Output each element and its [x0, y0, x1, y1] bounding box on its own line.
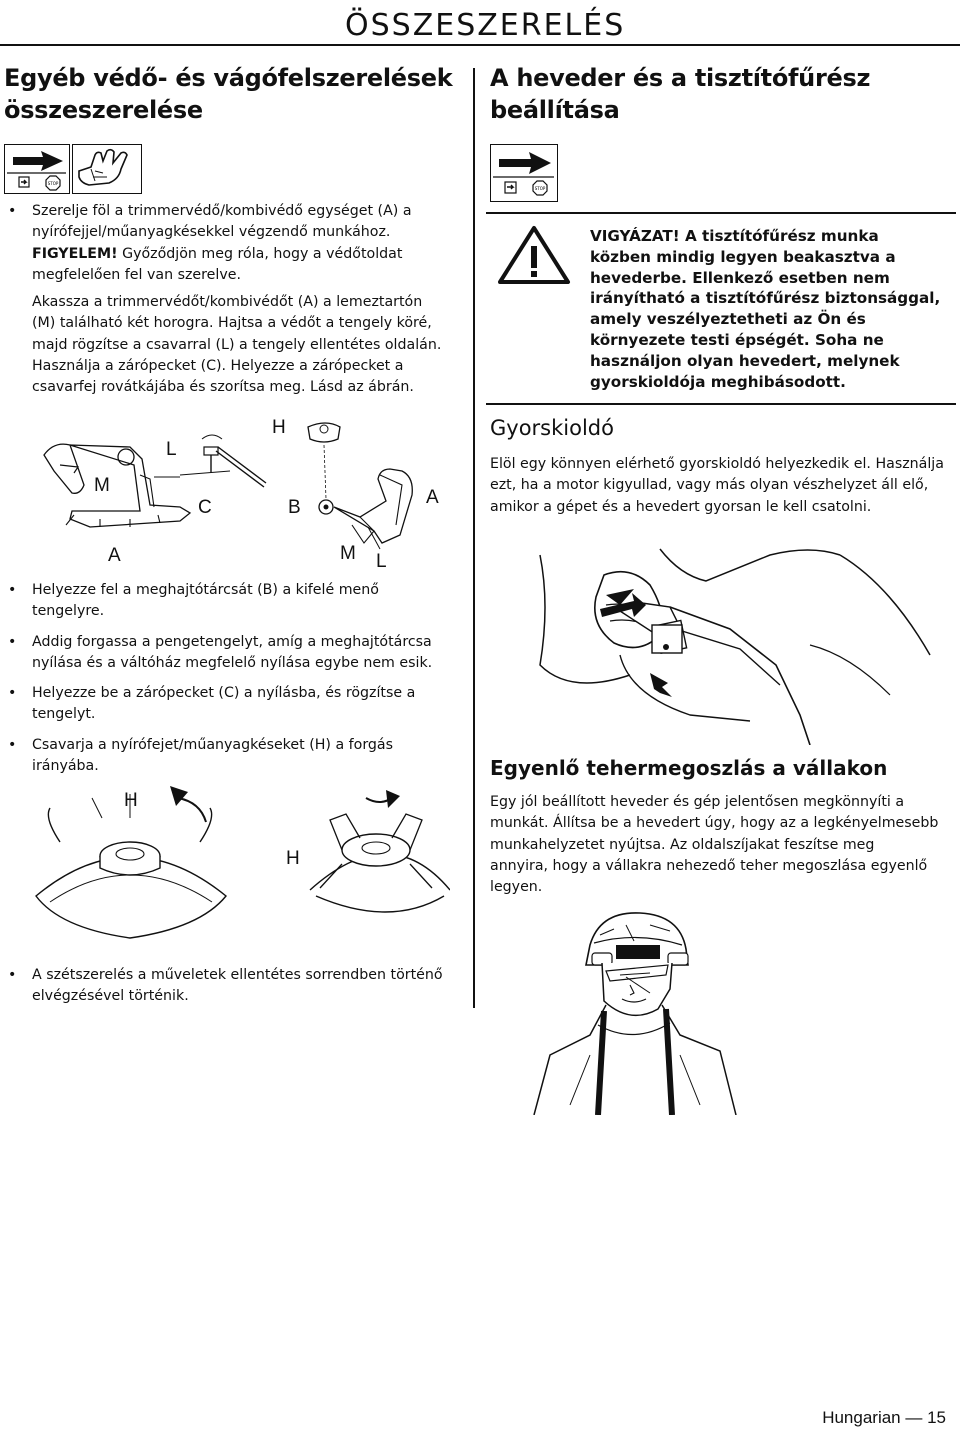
figure-label-h: H [286, 848, 300, 869]
figure-label-m: M [94, 475, 110, 496]
warning-text: VIGYÁZAT! A tisztítófűrész munka közben mindig legyen beakasztva a hevederbe. Ellenkező esetben nem irányítható a tisztítófűrész biztonsággal, amely veszélyeztetheti az Ön és környezete testi épségét. Soha ne használjon olyan hevedert, melynek gyorskioldója meghibásodott. [590, 227, 941, 391]
figure-label-a2: A [108, 545, 121, 566]
figure-label-c: C [198, 497, 212, 518]
svg-text:STOP: STOP [47, 181, 59, 186]
figure-label-b: B [288, 497, 301, 518]
list-item: • Addig forgassa a pengetengelyt, amíg a meghajtótárcsa nyílása és a váltóház megfelelő nyílása egybe nem esik. [4, 632, 469, 675]
list-item: • Csavarja a nyírófejet/műanyagkéseket (H) a forgás irányába. [4, 735, 469, 778]
figure-label-m2: M [340, 543, 356, 564]
page-header-title: ÖSSZESZERELÉS [345, 8, 626, 43]
column-divider [473, 68, 475, 1008]
glove-icon [72, 144, 142, 194]
balance-text: Egy jól beállított heveder és gép jelentősen megkönnyíti a munkát. Állítsa be a hevedert úgy, hogy az a legkényelmesebb munkahelyzetet nyújtsa. Az oldalszíjakat feszítse meg annyira, hogy a vállakra nehezedő teher megoszlása egyenlő legyen. [490, 794, 939, 896]
svg-text:STOP: STOP [534, 186, 546, 191]
left-section-title: Egyéb védő- és vágófelszerelések összeszerelése [4, 64, 453, 124]
list-item: • Helyezze fel a meghajtótárcsát (B) a kifelé menő tengelyre. [4, 580, 469, 623]
engine-stop-icon [490, 144, 558, 202]
list-item: • A szétszerelés a műveletek ellentétes sorrendben történő elvégzésével történik. [4, 965, 469, 1008]
header-rule [0, 44, 960, 46]
right-section-title: A heveder és a tisztítófűrész beállítása [490, 64, 871, 124]
figure-label-l2: L [376, 551, 387, 572]
figure-label-l: L [166, 439, 177, 460]
figure-label-a: A [426, 487, 439, 508]
quick-release-title: Gyorskioldó [490, 416, 614, 440]
quick-release-text: Elöl egy könnyen elérhető gyorskioldó helyezkedik el. Használja ezt, ha a motor kigyullad, vagy más olyan vészhelyzet áll elő, amikor a gépet és a hevedert gyorsan le kell csatolni. [490, 456, 944, 515]
warning-rule-bottom [486, 403, 956, 405]
guard-assembly-figure [30, 415, 470, 575]
warning-triangle-icon [496, 224, 572, 286]
list-item: • Szerelje föl a trimmervédő/kombivédő egységet (A) a nyírófejjel/műanyagkésekkel végzendő munkához. FIGYELEM! Győződjön meg róla, hogy a védőtoldat megfelelően fel van szerelve. [4, 201, 469, 286]
page-footer: Hungarian — 15 [822, 1408, 946, 1427]
harness-quick-release-figure [510, 545, 950, 745]
figure-label-h: H [124, 790, 138, 811]
assembly-paragraph: Akassza a trimmervédőt/kombivédőt (A) a lemeztartón (M) található két horogra. Hajtsa a védőt a tengely köré, majd rögzítse a csavarral (L) a tengely ellentétes oldalán. Használja a zárópecket (C). Helyezze a zárópecket a csavarfej rovátkájába és szorítsa meg. Lásd az ábrán. [32, 294, 442, 396]
trimmer-head-figure [30, 778, 450, 948]
harness-operator-figure [530, 905, 740, 1115]
warning-rule-top [486, 212, 956, 214]
engine-stop-icon [4, 144, 70, 194]
balance-title: Egyenlő tehermegoszlás a vállakon [490, 756, 888, 780]
list-item: • Helyezze be a zárópecket (C) a nyílásba, és rögzítse a tengelyt. [4, 683, 469, 726]
warning-label: FIGYELEM! [32, 245, 118, 262]
figure-label-h: H [272, 417, 286, 438]
